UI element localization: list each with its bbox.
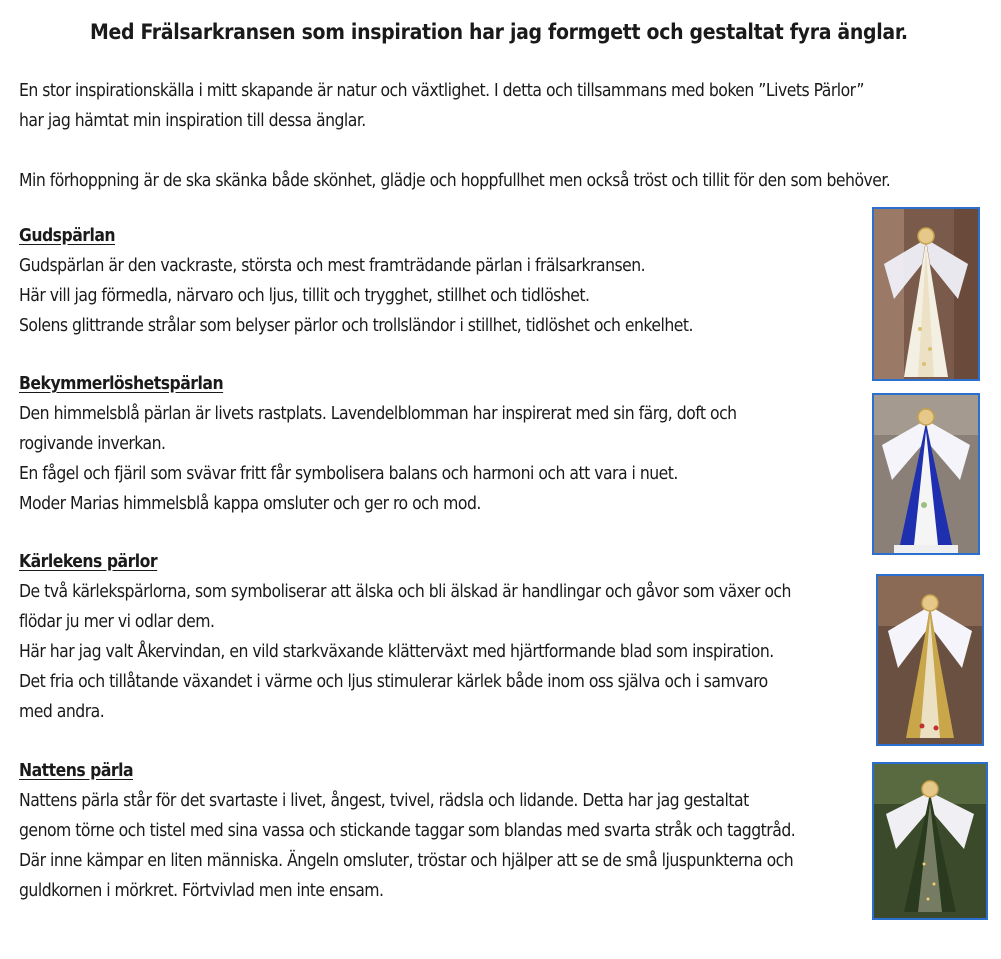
section-line: En fågel och fjäril som svävar fritt får symbolisera balans och harmoni och att vara i nuet. <box>19 464 678 484</box>
page-title: Med Frälsarkransen som inspiration har jag formgett och gestaltat fyra änglar. <box>90 20 908 44</box>
section-line: Moder Marias himmelsblå kappa omsluter och ger ro och mod. <box>19 494 481 514</box>
intro-line: har jag hämtat min inspiration till dessa änglar. <box>19 111 366 131</box>
section-heading: Bekymmerlöshetspärlan <box>19 374 224 394</box>
intro-paragraph <box>19 76 949 136</box>
section-line: Här vill jag förmedla, närvaro och ljus, tillit och trygghet, stillhet och tidlöshet. <box>19 286 590 306</box>
section-line: Det fria och tillåtande växandet i värme och ljus stimulerar kärlek både inom oss själva och i samvaro <box>19 672 768 692</box>
section-line: Nattens pärla står för det svartaste i livet, ångest, tvivel, rädsla och lidande. Detta har jag gestaltat <box>19 791 749 811</box>
section-line: Här har jag valt Åkervindan, en vild starkväxande klätterväxt med hjärtformande blad som inspiration. <box>19 642 774 662</box>
section-line: flödar ju mer vi odlar dem. <box>19 612 215 632</box>
angel-gold-photo <box>876 574 984 746</box>
section-karlekens-parlor <box>19 547 859 727</box>
section-line: rogivande inverkan. <box>19 434 166 454</box>
section-line: med andra. <box>19 702 105 722</box>
section-gudsparlan <box>19 221 859 341</box>
section-line: Gudspärlan är den vackraste, största och mest framträdande pärlan i frälsarkransen. <box>19 256 646 276</box>
section-heading: Nattens pärla <box>19 761 134 781</box>
section-heading: Gudspärlan <box>19 226 116 246</box>
section-line: Solens glittrande strålar som belyser pärlor och trollsländor i stillhet, tidlöshet och enkelhet. <box>19 316 694 336</box>
angel-dark-photo <box>872 762 988 920</box>
intro-line: Min förhoppning är de ska skänka både skönhet, glädje och hoppfullhet men också tröst och tillit för den som behöver. <box>19 171 891 191</box>
angel-white-photo <box>872 207 980 381</box>
section-heading: Kärlekens pärlor <box>19 552 158 572</box>
section-line: Där inne kämpar en liten människa. Ängeln omsluter, tröstar och hjälper att se de små ljuspunkterna och <box>19 851 794 871</box>
section-line: guldkornen i mörkret. Förtvivlad men inte ensam. <box>19 881 384 901</box>
intro-line: En stor inspirationskälla i mitt skapande är natur och växtlighet. I detta och tillsammans med boken ”Livets Pärlor” <box>19 81 864 101</box>
section-bekymmerloshetsparlan <box>19 369 859 519</box>
angel-blue-photo <box>872 393 980 555</box>
intro-hope-paragraph <box>19 166 949 196</box>
section-line: De två kärlekspärlorna, som symboliserar att älska och bli älskad är handlingar och gåvor som växer och <box>19 582 791 602</box>
section-line: Den himmelsblå pärlan är livets rastplats. Lavendelblomman har inspirerat med sin färg, doft och <box>19 404 737 424</box>
section-nattens-parla <box>19 756 859 906</box>
section-line: genom törne och tistel med sina vassa och stickande taggar som blandas med svarta stråk och taggtråd. <box>19 821 796 841</box>
